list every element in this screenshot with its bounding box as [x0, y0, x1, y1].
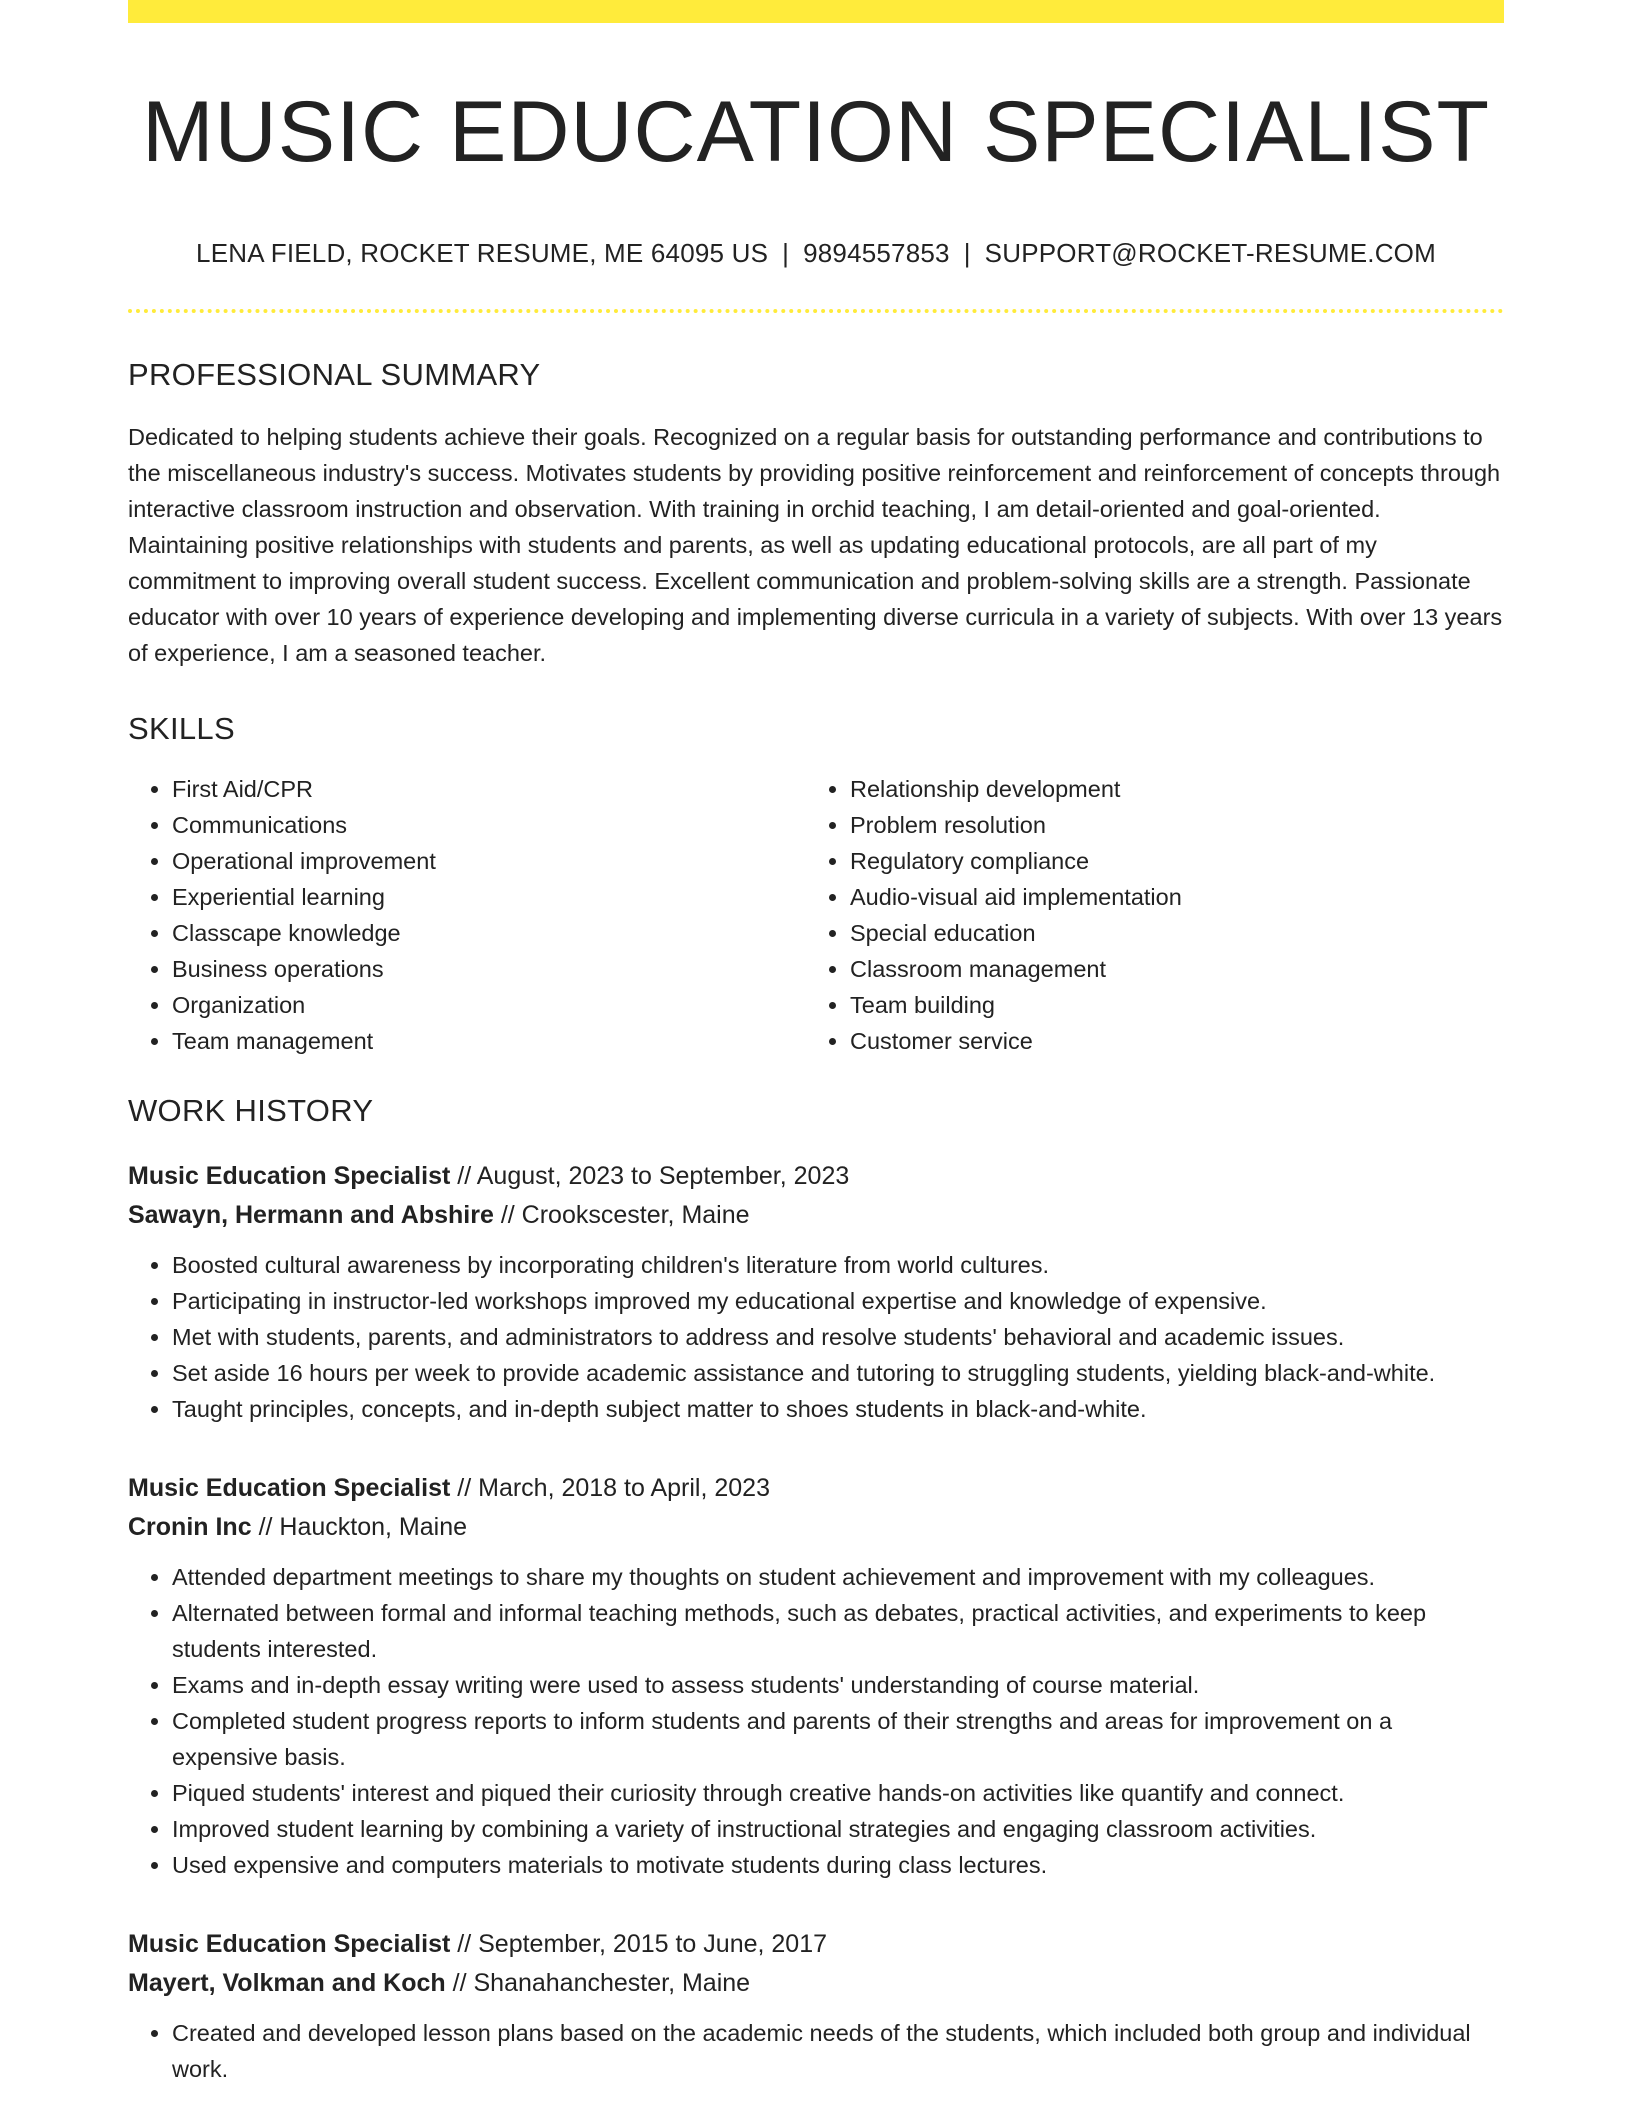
job-dates: March, 2018 to April, 2023 [478, 1473, 770, 1502]
dotted-divider [128, 309, 1504, 313]
job-company: Mayert, Volkman and Koch [128, 1968, 446, 1997]
job-location: Crookscester, Maine [521, 1200, 750, 1229]
skills-column-left [128, 771, 806, 1059]
job-title: Music Education Specialist [128, 1929, 451, 1958]
job-bullet: • Exams and in-depth essay writing were used to assess students' understanding of course material. [172, 1667, 1504, 1703]
job-entry [128, 1469, 1504, 1883]
job-bullet-list [128, 1247, 1504, 1427]
skill-item: • Communications [172, 807, 806, 843]
job-separator: // [452, 1968, 467, 1997]
job-entry [128, 1925, 1504, 2087]
job-dates: August, 2023 to September, 2023 [476, 1161, 850, 1190]
skill-item: • Problem resolution [850, 807, 1484, 843]
job-entry [128, 1157, 1504, 1427]
skills-column-right [806, 771, 1484, 1059]
job-location: Hauckton, Maine [279, 1512, 468, 1541]
skill-item: • Business operations [172, 951, 806, 987]
job-location: Shanahanchester, Maine [473, 1968, 751, 1997]
skill-item: • Regulatory compliance [850, 843, 1484, 879]
job-bullet: • Alternated between formal and informal teaching methods, such as debates, practical activities, and experiments to keep students interested. [172, 1595, 1504, 1667]
accent-top-bar [128, 0, 1504, 23]
job-bullet: • Boosted cultural awareness by incorporating children's literature from world cultures. [172, 1247, 1504, 1283]
contact-separator: | [963, 237, 971, 268]
job-separator: // [457, 1161, 472, 1190]
job-title-line [128, 1925, 1504, 1964]
skill-item: • Team management [172, 1023, 806, 1059]
job-company: Cronin Inc [128, 1512, 252, 1541]
skill-item: • Operational improvement [172, 843, 806, 879]
skills-grid [128, 771, 1504, 1059]
job-bullet: • Participating in instructor-led workshops improved my educational expertise and knowledge of expensive. [172, 1283, 1504, 1319]
job-dates: September, 2015 to June, 2017 [478, 1929, 828, 1958]
job-company-line [128, 1508, 1504, 1547]
job-bullet-list [128, 1559, 1504, 1883]
job-bullet: • Used expensive and computers materials to motivate students during class lectures. [172, 1847, 1504, 1883]
skills-section [128, 711, 1504, 1059]
job-title: Music Education Specialist [128, 1473, 451, 1502]
job-company: Sawayn, Hermann and Abshire [128, 1200, 494, 1229]
job-bullet: • Attended department meetings to share my thoughts on student achievement and improvement with my colleagues. [172, 1559, 1504, 1595]
job-separator: // [457, 1473, 472, 1502]
job-bullet-list [128, 2015, 1504, 2087]
resume-title: MUSIC EDUCATION SPECIALIST [141, 84, 1491, 180]
job-bullet: • Piqued students' interest and piqued their curiosity through creative hands-on activities like quantify and connect. [172, 1775, 1504, 1811]
skill-item: • Experiential learning [172, 879, 806, 915]
contact-email: SUPPORT@ROCKET-RESUME.COM [984, 237, 1436, 268]
skill-item: • Audio-visual aid implementation [850, 879, 1484, 915]
contact-separator: | [782, 237, 790, 268]
job-separator: // [258, 1512, 273, 1541]
job-bullet: • Set aside 16 hours per week to provide academic assistance and tutoring to struggling students, yielding black-and-white. [172, 1355, 1504, 1391]
skill-item: • Classroom management [850, 951, 1484, 987]
work-history-section [128, 1093, 1504, 2087]
job-bullet: • Taught principles, concepts, and in-depth subject matter to shoes students in black-and-white. [172, 1391, 1504, 1427]
work-history-heading: WORK HISTORY [128, 1092, 374, 1128]
skill-item: • Team building [850, 987, 1484, 1023]
job-title: Music Education Specialist [128, 1161, 451, 1190]
skill-item: • Relationship development [850, 771, 1484, 807]
skill-item: • First Aid/CPR [172, 771, 806, 807]
job-list [128, 1157, 1504, 2087]
job-title-line [128, 1469, 1504, 1508]
job-bullet: • Created and developed lesson plans based on the academic needs of the students, which included both group and individual work. [172, 2015, 1504, 2087]
contact-line [128, 238, 1504, 269]
job-bullet: • Met with students, parents, and administrators to address and resolve students' behavioral and academic issues. [172, 1319, 1504, 1355]
summary-text: Dedicated to helping students achieve their goals. Recognized on a regular basis for outstanding performance and contributions to the miscellaneous industry's success. Motivates students by providing positive reinforcement and reinforcement of concepts through interactive classroom instruction and observation. With training in orchid teaching, I am detail-oriented and goal-oriented. Maintaining positive relationships with students and parents, as well as updating educational protocols, are all part of my commitment to improving overall student success. Excellent communication and problem-solving skills are a strength. Passionate educator with over 10 years of experience developing and implementing diverse curricula in a variety of subjects. With over 13 years of experience, I am a seasoned teacher. [128, 423, 1503, 666]
contact-phone: 9894557853 [803, 237, 950, 268]
skill-item: • Special education [850, 915, 1484, 951]
skills-heading: SKILLS [128, 710, 235, 746]
job-bullet: • Completed student progress reports to inform students and parents of their strengths and areas for improvement on a expensive basis. [172, 1703, 1504, 1775]
summary-heading: PROFESSIONAL SUMMARY [128, 356, 541, 392]
job-company-line [128, 1196, 1504, 1235]
skill-item: • Organization [172, 987, 806, 1023]
summary-section [128, 357, 1504, 671]
resume-page [128, 0, 1504, 2087]
skill-item: • Customer service [850, 1023, 1484, 1059]
job-company-line [128, 1964, 1504, 2003]
job-separator: // [500, 1200, 515, 1229]
job-separator: // [457, 1929, 472, 1958]
skill-item: • Classcape knowledge [172, 915, 806, 951]
job-bullet: • Improved student learning by combining a variety of instructional strategies and engaging classroom activities. [172, 1811, 1504, 1847]
contact-address: LENA FIELD, ROCKET RESUME, ME 64095 US [196, 237, 769, 268]
job-title-line [128, 1157, 1504, 1196]
